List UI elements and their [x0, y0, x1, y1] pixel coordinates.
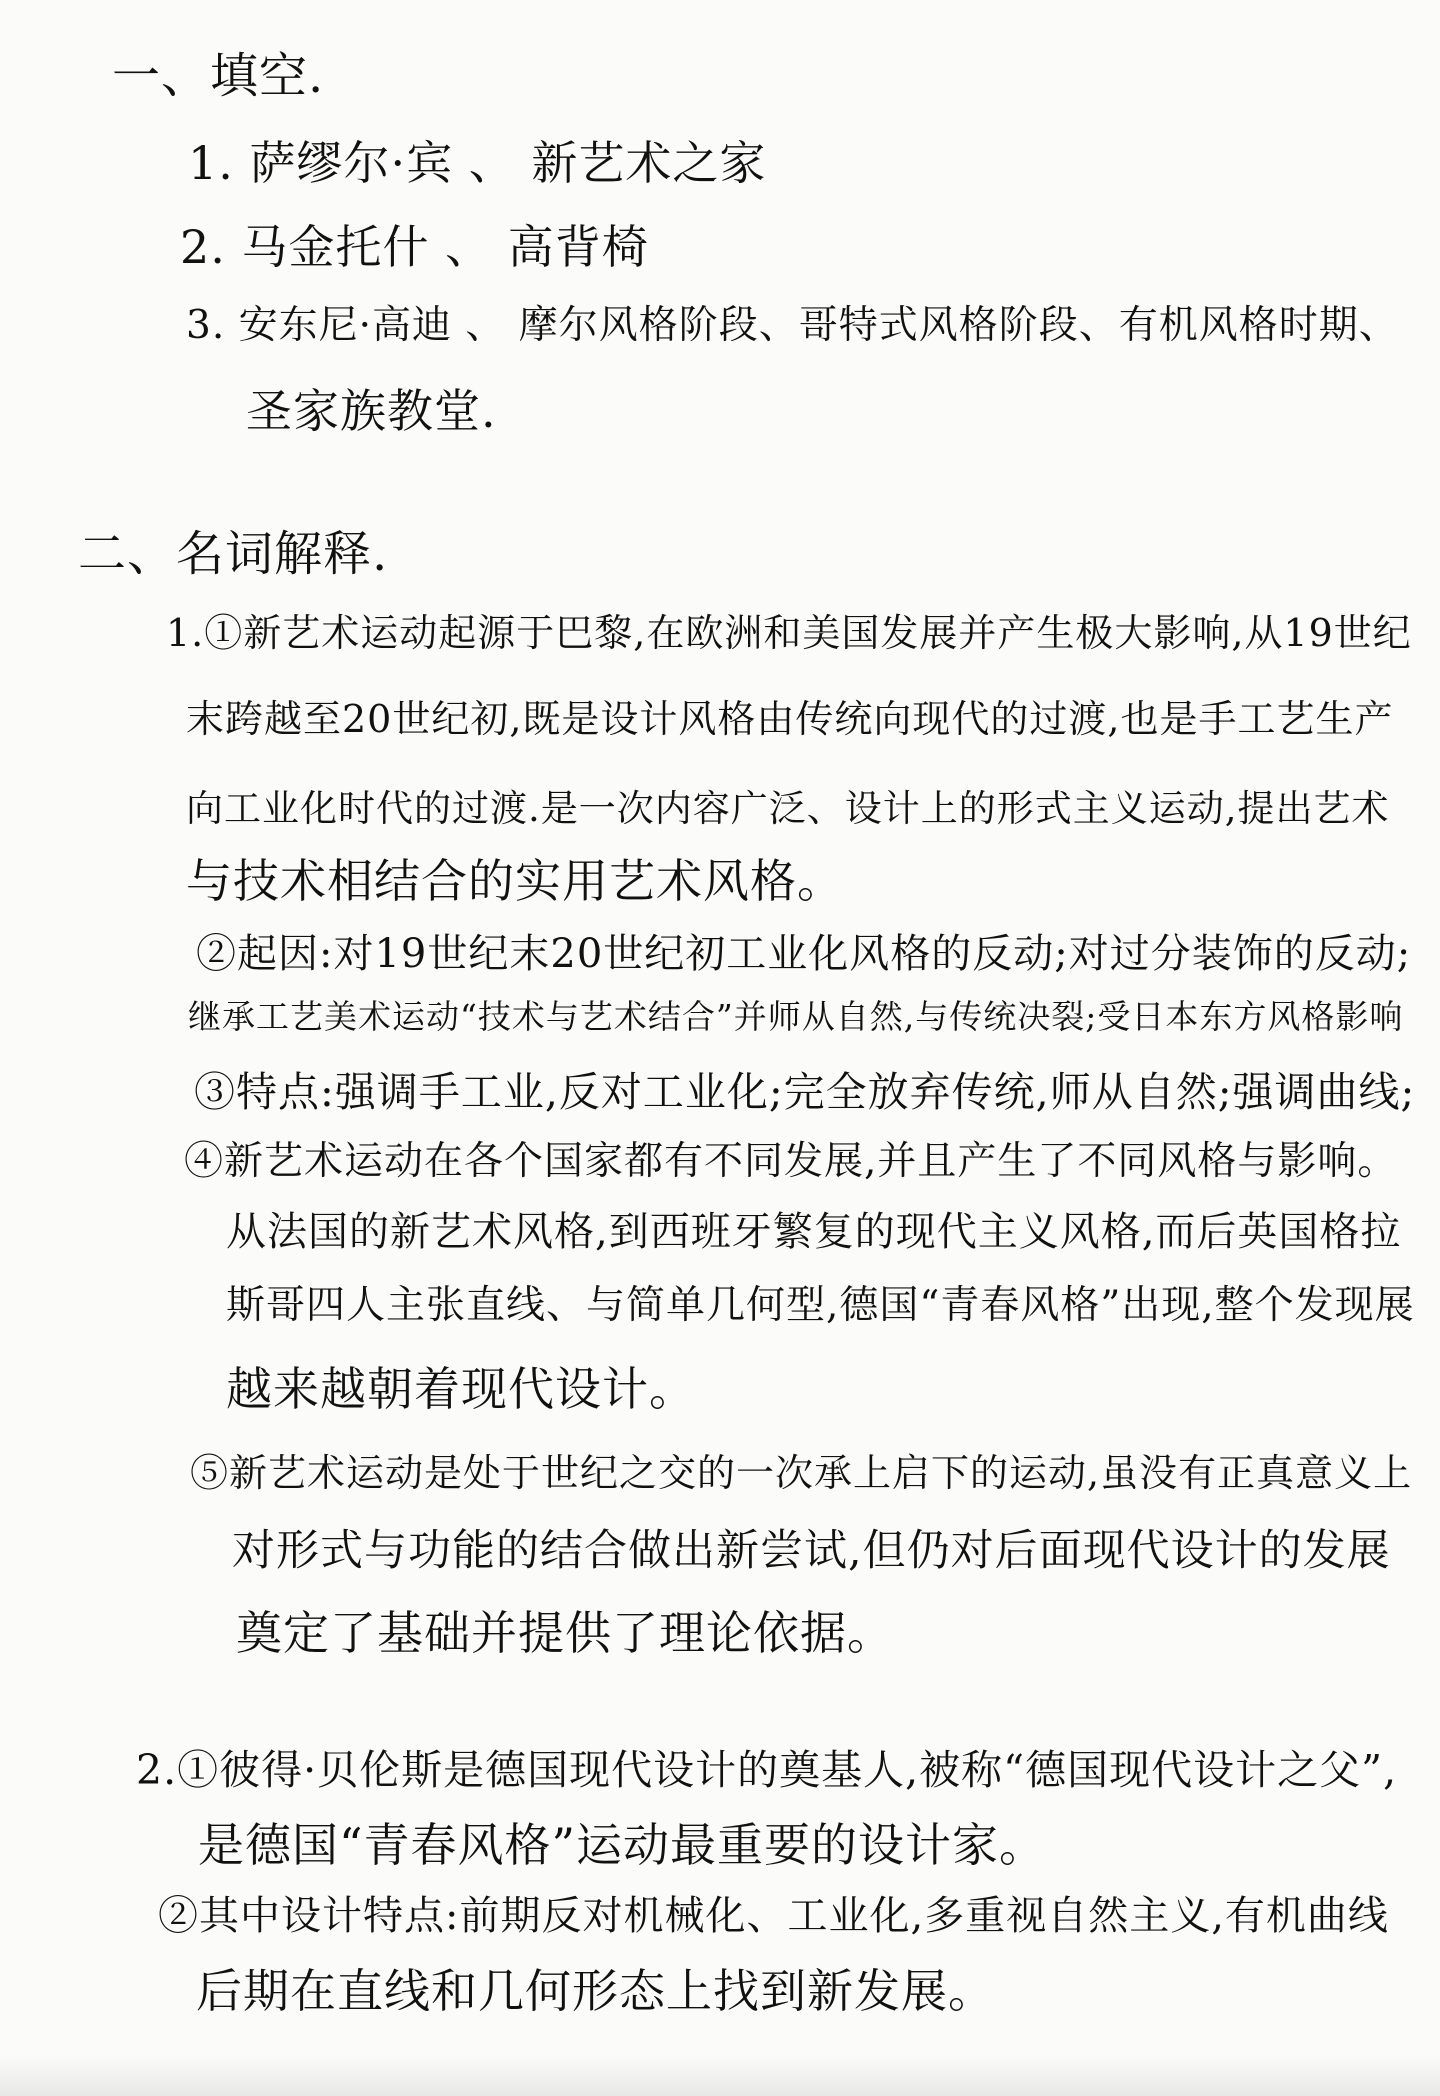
fill-blank-item-1: 1. 萨缪尔·宾 、 新艺术之家: [188, 136, 767, 190]
section-1-heading: 一、填空.: [112, 48, 325, 104]
term-1-development-line-3: 斯哥四人主张直线、与简单几何型,德国“青春风格”出现,整个发现展: [226, 1283, 1415, 1328]
term-1-line-4: 与技术相结合的实用艺术风格。: [186, 854, 844, 908]
term-1-significance-line-3: 奠定了基础并提供了理论依据。: [236, 1606, 894, 1660]
fill-blank-item-2: 2. 马金托什 、 高背椅: [180, 220, 649, 274]
term-2-features-line-2: 后期在直线和几何形态上找到新发展。: [196, 1964, 995, 2018]
term-1-cause-line-1: ②起因:对19世纪末20世纪初工业化风格的反动;对过分装饰的反动;: [196, 931, 1412, 977]
fill-blank-item-3-continued: 圣家族教堂.: [246, 384, 497, 438]
term-2-line-2: 是德国“青春风格”运动最重要的设计家。: [198, 1818, 1047, 1872]
term-1-development-line-4: 越来越朝着现代设计。: [226, 1362, 696, 1416]
term-2-line-1: 2.①彼得·贝伦斯是德国现代设计的奠基人,被称“德国现代设计之父”,: [136, 1746, 1398, 1794]
term-1-line-1: 1.①新艺术运动起源于巴黎,在欧洲和美国发展并产生极大影响,从19世纪: [166, 611, 1412, 655]
page-bottom-shadow: [0, 2056, 1440, 2096]
section-2-heading: 二、名词解释.: [78, 526, 389, 582]
term-1-line-2: 末跨越至20世纪初,既是设计风格由传统向现代的过渡,也是手工艺生产: [186, 697, 1394, 741]
term-1-features: ③特点:强调手工业,反对工业化;完全放弃传统,师从自然;强调曲线;: [194, 1068, 1416, 1116]
term-2-features-line-1: ②其中设计特点:前期反对机械化、工业化,多重视自然主义,有机曲线: [158, 1893, 1389, 1939]
fill-blank-item-3: 3. 安东尼·高迪 、 摩尔风格阶段、哥特式风格阶段、有机风格时期、: [186, 303, 1399, 348]
term-1-significance-line-2: 对形式与功能的结合做出新尝试,但仍对后面现代设计的发展: [232, 1526, 1391, 1576]
term-1-cause-line-2: 继承工艺美术运动“技术与艺术结合”并师从自然,与传统决裂;受日本东方风格影响: [188, 997, 1404, 1036]
term-1-development-line-2: 从法国的新艺术风格,到西班牙繁复的现代主义风格,而后英国格拉: [226, 1209, 1402, 1255]
term-1-significance-line-1: ⑤新艺术运动是处于世纪之交的一次承上启下的运动,虽没有正真意义上: [190, 1451, 1413, 1495]
term-1-development-line-1: ④新艺术运动在各个国家都有不同发展,并且产生了不同风格与影响。: [184, 1139, 1398, 1184]
term-1-line-3: 向工业化时代的过渡.是一次内容广泛、设计上的形式主义运动,提出艺术: [186, 787, 1390, 830]
